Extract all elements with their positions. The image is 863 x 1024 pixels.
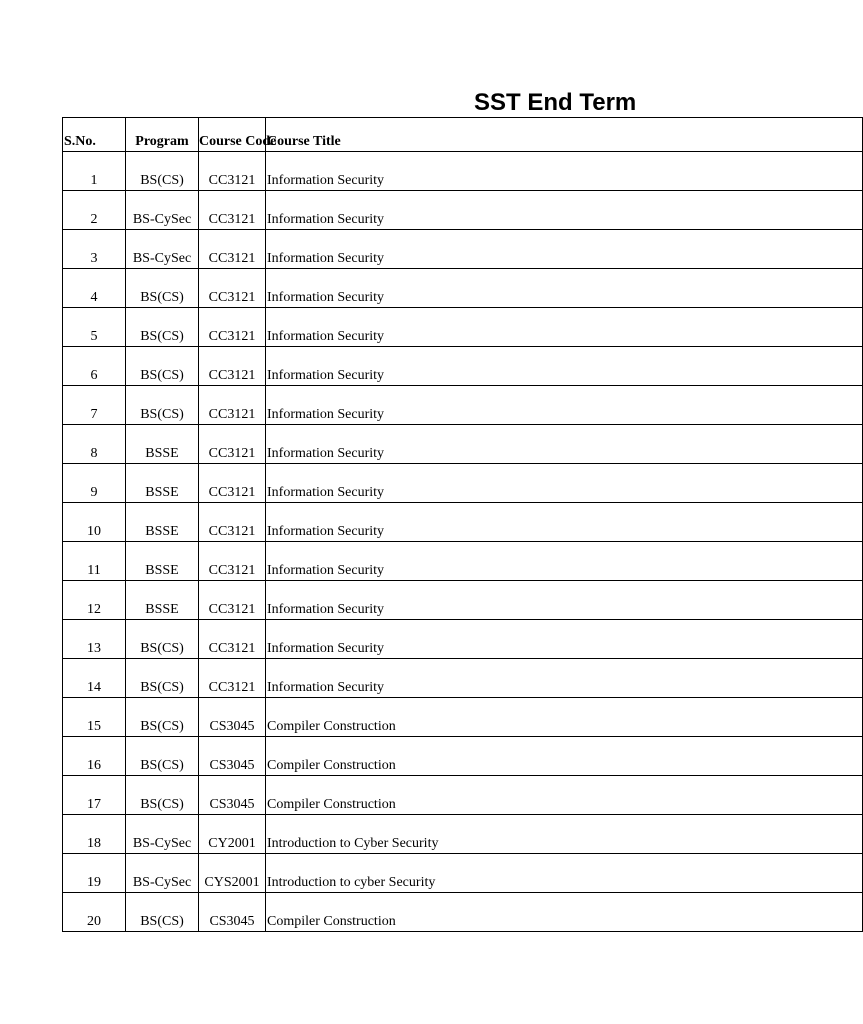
cell-course-title[interactable]: Information Security — [266, 620, 863, 659]
cell-sno[interactable]: 6 — [63, 347, 126, 386]
table-row — [63, 269, 863, 308]
table-row — [63, 581, 863, 620]
cell-sno[interactable]: 7 — [63, 386, 126, 425]
header-row — [63, 118, 863, 152]
cell-course-code[interactable]: CC3121 — [199, 386, 266, 425]
cell-sno[interactable]: 9 — [63, 464, 126, 503]
cell-course-title[interactable]: Information Security — [266, 308, 863, 347]
spreadsheet — [62, 117, 634, 929]
header-sno[interactable]: S.No. — [63, 118, 126, 152]
cell-sno[interactable]: 16 — [63, 737, 126, 776]
cell-sno[interactable]: 20 — [63, 893, 126, 932]
cell-course-title[interactable]: Information Security — [266, 659, 863, 698]
cell-course-code[interactable]: CS3045 — [199, 698, 266, 737]
table-row — [63, 620, 863, 659]
cell-program[interactable]: BS(CS) — [126, 620, 199, 659]
cell-course-title[interactable]: Information Security — [266, 191, 863, 230]
cell-sno[interactable]: 11 — [63, 542, 126, 581]
cell-program[interactable]: BS(CS) — [126, 659, 199, 698]
cell-sno[interactable]: 3 — [63, 230, 126, 269]
cell-sno[interactable]: 13 — [63, 620, 126, 659]
cell-course-title[interactable]: Information Security — [266, 386, 863, 425]
cell-program[interactable]: BS-CySec — [126, 191, 199, 230]
cell-sno[interactable]: 14 — [63, 659, 126, 698]
table-row — [63, 854, 863, 893]
cell-program[interactable]: BS(CS) — [126, 269, 199, 308]
cell-course-code[interactable]: CC3121 — [199, 542, 266, 581]
cell-course-code[interactable]: CC3121 — [199, 191, 266, 230]
cell-course-title[interactable]: Information Security — [266, 542, 863, 581]
cell-course-title[interactable]: Introduction to cyber Security — [266, 854, 863, 893]
cell-program[interactable]: BS(CS) — [126, 893, 199, 932]
header-course-title[interactable]: Course Title — [266, 118, 863, 152]
cell-program[interactable]: BS(CS) — [126, 698, 199, 737]
cell-program[interactable]: BS(CS) — [126, 308, 199, 347]
cell-program[interactable]: BS(CS) — [126, 152, 199, 191]
cell-course-code[interactable]: CC3121 — [199, 347, 266, 386]
cell-course-code[interactable]: CS3045 — [199, 893, 266, 932]
header-course-code[interactable]: Course Code — [199, 118, 266, 152]
cell-sno[interactable]: 4 — [63, 269, 126, 308]
cell-course-title[interactable]: Introduction to Cyber Security — [266, 815, 863, 854]
cell-course-code[interactable]: CS3045 — [199, 776, 266, 815]
header-program[interactable]: Program — [126, 118, 199, 152]
cell-program[interactable]: BS(CS) — [126, 386, 199, 425]
cell-course-code[interactable]: CC3121 — [199, 425, 266, 464]
cell-course-code[interactable]: CC3121 — [199, 230, 266, 269]
cell-course-code[interactable]: CC3121 — [199, 503, 266, 542]
cell-program[interactable]: BS-CySec — [126, 815, 199, 854]
cell-sno[interactable]: 17 — [63, 776, 126, 815]
table-row — [63, 152, 863, 191]
table-row — [63, 698, 863, 737]
cell-course-title[interactable]: Information Security — [266, 503, 863, 542]
cell-program[interactable]: BS(CS) — [126, 776, 199, 815]
cell-course-code[interactable]: CY2001 — [199, 815, 266, 854]
sheet-title: SST End Term — [474, 89, 637, 116]
cell-course-code[interactable]: CYS2001 — [199, 854, 266, 893]
cell-program[interactable]: BSSE — [126, 425, 199, 464]
cell-program[interactable]: BSSE — [126, 464, 199, 503]
cell-sno[interactable]: 5 — [63, 308, 126, 347]
cell-course-title[interactable]: Information Security — [266, 230, 863, 269]
cell-sno[interactable]: 15 — [63, 698, 126, 737]
cell-program[interactable]: BSSE — [126, 581, 199, 620]
cell-program[interactable]: BSSE — [126, 542, 199, 581]
cell-sno[interactable]: 8 — [63, 425, 126, 464]
cell-sno[interactable]: 19 — [63, 854, 126, 893]
cell-course-code[interactable]: CS3045 — [199, 737, 266, 776]
cell-course-code[interactable]: CC3121 — [199, 620, 266, 659]
cell-sno[interactable]: 1 — [63, 152, 126, 191]
cell-program[interactable]: BSSE — [126, 503, 199, 542]
cell-course-code[interactable]: CC3121 — [199, 269, 266, 308]
table-row — [63, 542, 863, 581]
table-row — [63, 659, 863, 698]
cell-course-title[interactable]: Compiler Construction — [266, 737, 863, 776]
table-row — [63, 737, 863, 776]
table-row — [63, 230, 863, 269]
table-row — [63, 893, 863, 932]
cell-course-title[interactable]: Information Security — [266, 581, 863, 620]
cell-course-code[interactable]: CC3121 — [199, 308, 266, 347]
table-row — [63, 503, 863, 542]
cell-program[interactable]: BS-CySec — [126, 854, 199, 893]
cell-course-title[interactable]: Compiler Construction — [266, 776, 863, 815]
cell-course-title[interactable]: Information Security — [266, 425, 863, 464]
table-row — [63, 425, 863, 464]
course-table — [62, 117, 863, 932]
cell-program[interactable]: BS-CySec — [126, 230, 199, 269]
cell-program[interactable]: BS(CS) — [126, 347, 199, 386]
cell-course-code[interactable]: CC3121 — [199, 659, 266, 698]
cell-course-title[interactable]: Information Security — [266, 464, 863, 503]
cell-course-title[interactable]: Compiler Construction — [266, 893, 863, 932]
cell-sno[interactable]: 18 — [63, 815, 126, 854]
cell-course-title[interactable]: Information Security — [266, 347, 863, 386]
cell-sno[interactable]: 10 — [63, 503, 126, 542]
cell-course-title[interactable]: Compiler Construction — [266, 698, 863, 737]
cell-course-code[interactable]: CC3121 — [199, 464, 266, 503]
cell-course-code[interactable]: CC3121 — [199, 581, 266, 620]
table-row — [63, 815, 863, 854]
table-row — [63, 347, 863, 386]
table-row — [63, 776, 863, 815]
cell-sno[interactable]: 12 — [63, 581, 126, 620]
table-row — [63, 308, 863, 347]
cell-course-title[interactable]: Information Security — [266, 152, 863, 191]
table-row — [63, 191, 863, 230]
table-row — [63, 464, 863, 503]
cell-program[interactable]: BS(CS) — [126, 737, 199, 776]
cell-course-title[interactable]: Information Security — [266, 269, 863, 308]
cell-course-code[interactable]: CC3121 — [199, 152, 266, 191]
cell-sno[interactable]: 2 — [63, 191, 126, 230]
table-row — [63, 386, 863, 425]
